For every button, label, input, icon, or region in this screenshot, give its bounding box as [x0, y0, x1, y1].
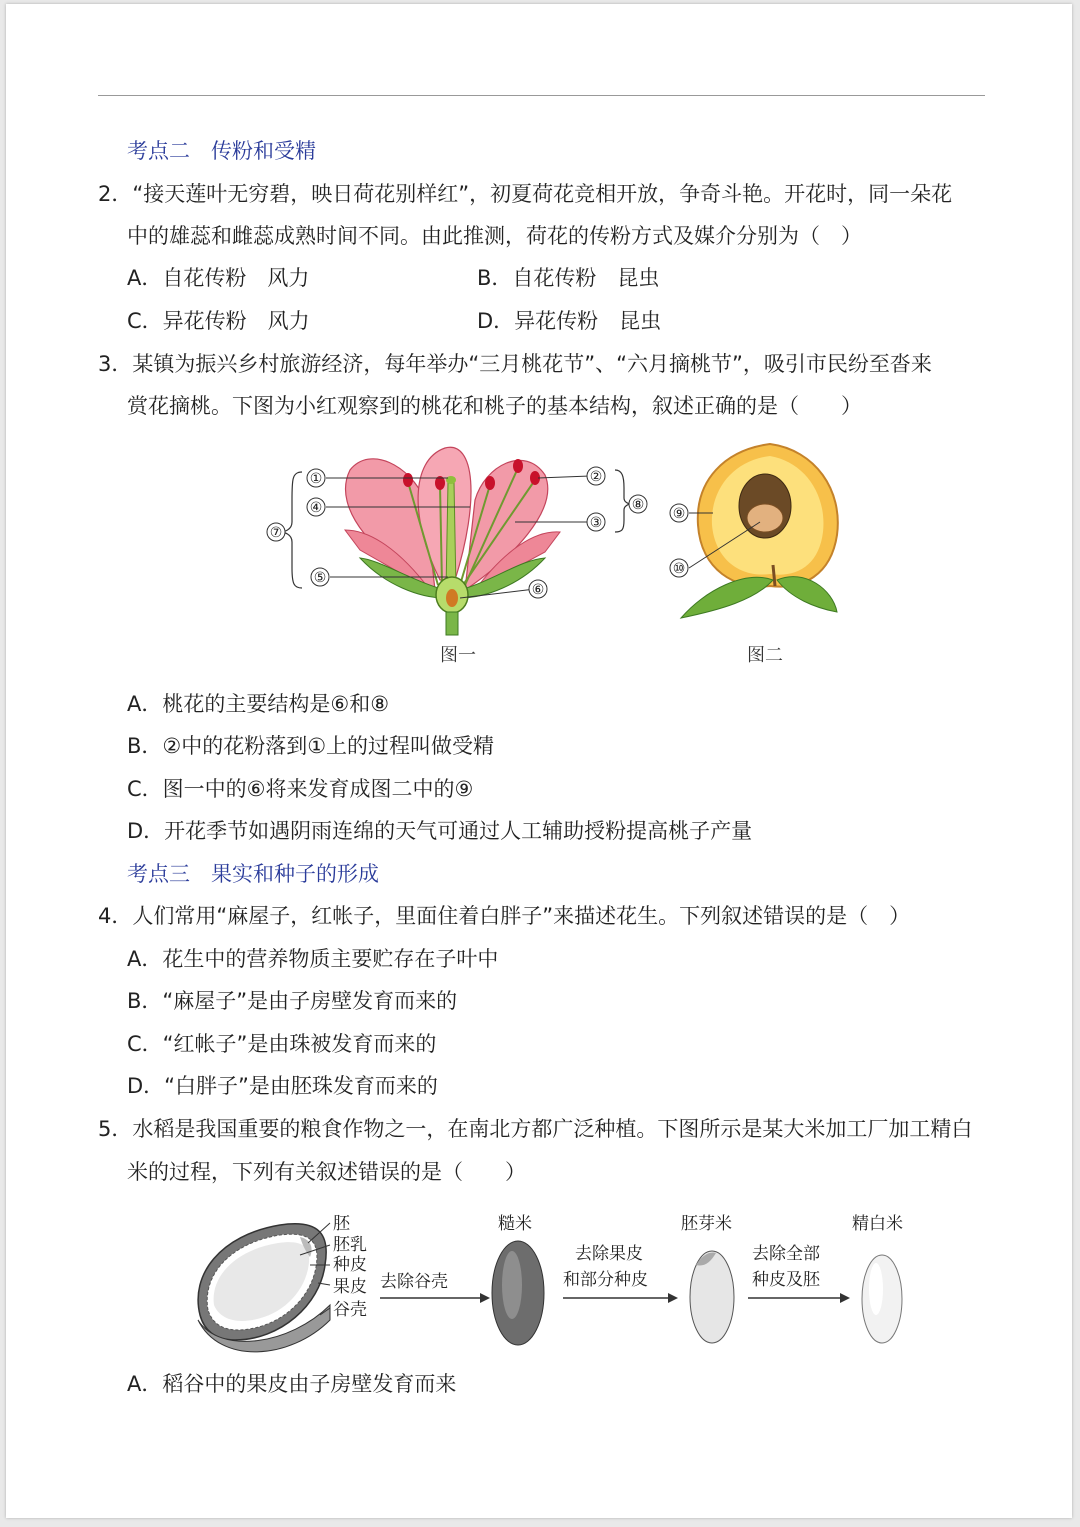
- label-seed-coat: 种皮: [333, 1255, 367, 1275]
- question-3-stem-line1: 3．某镇为振兴乡村旅游经济，每年举办“三月桃花节”、“六月摘桃节”，吸引市民纷至沓来: [98, 352, 932, 376]
- peach-flower-diagram: [260, 440, 660, 640]
- label-embryo: 胚: [333, 1214, 350, 1234]
- question-4-stem: 4．人们常用“麻屋子，红帐子，里面住着白胖子”来描述花生。下列叙述错误的是（ ）: [98, 904, 911, 928]
- step-2-label-line2: 和部分种皮: [563, 1270, 648, 1290]
- svg-text:⑦: ⑦: [269, 525, 283, 541]
- question-2-option-a: A．自花传粉 风力: [127, 266, 310, 290]
- svg-text:⑥: ⑥: [531, 582, 545, 598]
- question-5-stem-line2: 米的过程，下列有关叙述错误的是（ ）: [127, 1160, 526, 1184]
- question-3-option-a: A．桃花的主要结构是⑥和⑧: [127, 692, 390, 716]
- arrow-3-head: [840, 1293, 850, 1303]
- svg-text:⑨: ⑨: [672, 506, 686, 522]
- question-4-option-d: D．“白胖子”是由胚珠发育而来的: [127, 1074, 438, 1098]
- seed: [747, 504, 783, 532]
- figure-1-caption: 图一: [440, 645, 476, 666]
- stem: [446, 612, 458, 635]
- polished-rice-highlight: [869, 1263, 883, 1315]
- label-pericarp: 果皮: [333, 1277, 367, 1297]
- step-3-label-line2: 种皮及胚: [752, 1270, 820, 1290]
- question-2-stem-line2: 中的雄蕊和雌蕊成熟时间不同。由此推测，荷花的传粉方式及媒介分别为（ ）: [127, 224, 862, 248]
- svg-text:②: ②: [589, 469, 603, 485]
- svg-text:④: ④: [309, 500, 323, 516]
- svg-text:③: ③: [589, 515, 603, 531]
- rice-grain-section: [198, 1224, 330, 1352]
- question-2-stem-line1: 2．“接天莲叶无穷碧，映日荷花别样红”，初夏荷花竞相开放，争奇斗艳。开花时，同一朵花: [98, 182, 953, 206]
- arrow-1-head: [480, 1293, 490, 1303]
- question-3-stem-line2: 赏花摘桃。下图为小红观察到的桃花和桃子的基本结构，叙述正确的是（ ）: [127, 394, 862, 418]
- figure-2-caption: 图二: [747, 645, 783, 666]
- label-polished-rice: 精白米: [852, 1214, 903, 1234]
- svg-text:①: ①: [309, 471, 323, 487]
- question-3-option-d: D．开花季节如遇阴雨连绵的天气可通过人工辅助授粉提高桃子产量: [127, 819, 753, 843]
- step-2-label-line1: 去除果皮: [575, 1244, 643, 1264]
- question-3-option-b: B．②中的花粉落到①上的过程叫做受精: [127, 734, 495, 758]
- label-endosperm: 胚乳: [333, 1235, 367, 1255]
- svg-text:⑤: ⑤: [313, 570, 327, 586]
- label-brown-rice: 糙米: [498, 1214, 532, 1234]
- top-divider: [98, 95, 985, 96]
- leaf-left: [681, 577, 773, 618]
- style: [446, 482, 456, 590]
- peach-fruit-diagram: [665, 440, 845, 620]
- arrow-2-head: [668, 1293, 678, 1303]
- question-5-stem-line1: 5．水稻是我国重要的粮食作物之一，在南北方都广泛种植。下图所示是某大米加工厂加工精白: [98, 1117, 973, 1141]
- question-3-option-c: C．图一中的⑥将来发育成图二中的⑨: [127, 777, 474, 801]
- step-3-label-line1: 去除全部: [752, 1244, 820, 1264]
- ovule: [446, 589, 458, 607]
- question-4-option-a: A．花生中的营养物质主要贮存在子叶中: [127, 947, 499, 971]
- question-2-option-c: C．异花传粉 风力: [127, 309, 310, 333]
- label-germ-rice: 胚芽米: [681, 1214, 732, 1234]
- question-2-option-d: D．异花传粉 昆虫: [477, 309, 662, 333]
- section-heading: 考点三 果实和种子的形成: [127, 862, 379, 886]
- question-2-option-b: B．自花传粉 昆虫: [477, 266, 660, 290]
- question-5-option-a: A．稻谷中的果皮由子房壁发育而来: [127, 1372, 457, 1396]
- fruit-stalk: [773, 565, 775, 586]
- rice-processing-diagram: [180, 1205, 940, 1365]
- section-heading: 考点二 传粉和受精: [127, 139, 316, 163]
- brown-rice-highlight: [502, 1251, 522, 1319]
- svg-text:⑧: ⑧: [631, 497, 645, 513]
- label-husk: 谷壳: [333, 1300, 367, 1320]
- svg-text:⑩: ⑩: [672, 561, 686, 577]
- step-1-label: 去除谷壳: [380, 1272, 448, 1292]
- question-4-option-b: B．“麻屋子”是由子房壁发育而来的: [127, 989, 458, 1013]
- stigma: [446, 476, 456, 484]
- leaf-right: [777, 577, 837, 612]
- question-4-option-c: C．“红帐子”是由珠被发育而来的: [127, 1032, 437, 1056]
